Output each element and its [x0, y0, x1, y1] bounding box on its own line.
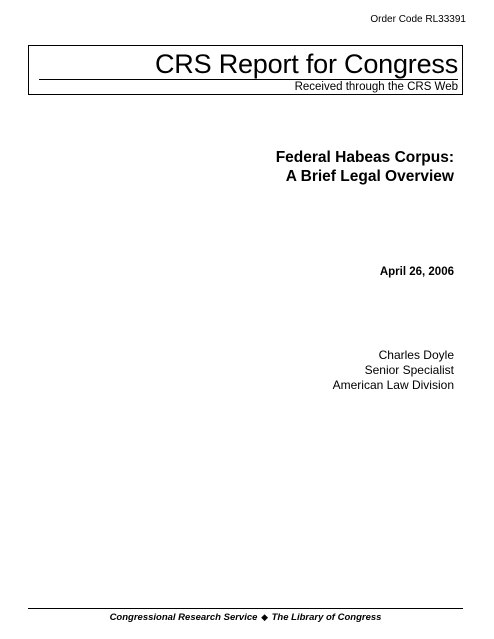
- document-title-line-2: A Brief Legal Overview: [285, 168, 454, 185]
- document-date: April 26, 2006: [379, 266, 454, 278]
- document-title: [276, 148, 454, 186]
- author-position: Senior Specialist: [364, 363, 454, 377]
- diamond-icon: ◆: [261, 612, 268, 622]
- report-subtitle: Received through the CRS Web: [294, 81, 458, 93]
- footer: [28, 612, 463, 623]
- footer-right-text: The Library of Congress: [271, 612, 382, 623]
- author-name: Charles Doyle: [378, 348, 454, 362]
- document-title-line-1: Federal Habeas Corpus:: [275, 149, 454, 166]
- footer-left-text: Congressional Research Service: [109, 612, 258, 623]
- report-title: CRS Report for Congress: [154, 49, 458, 79]
- footer-divider: [28, 608, 463, 609]
- order-code: Order Code RL33391: [370, 14, 466, 25]
- author-division: American Law Division: [332, 378, 454, 392]
- author-block: [333, 348, 454, 393]
- report-header-box: [28, 45, 463, 95]
